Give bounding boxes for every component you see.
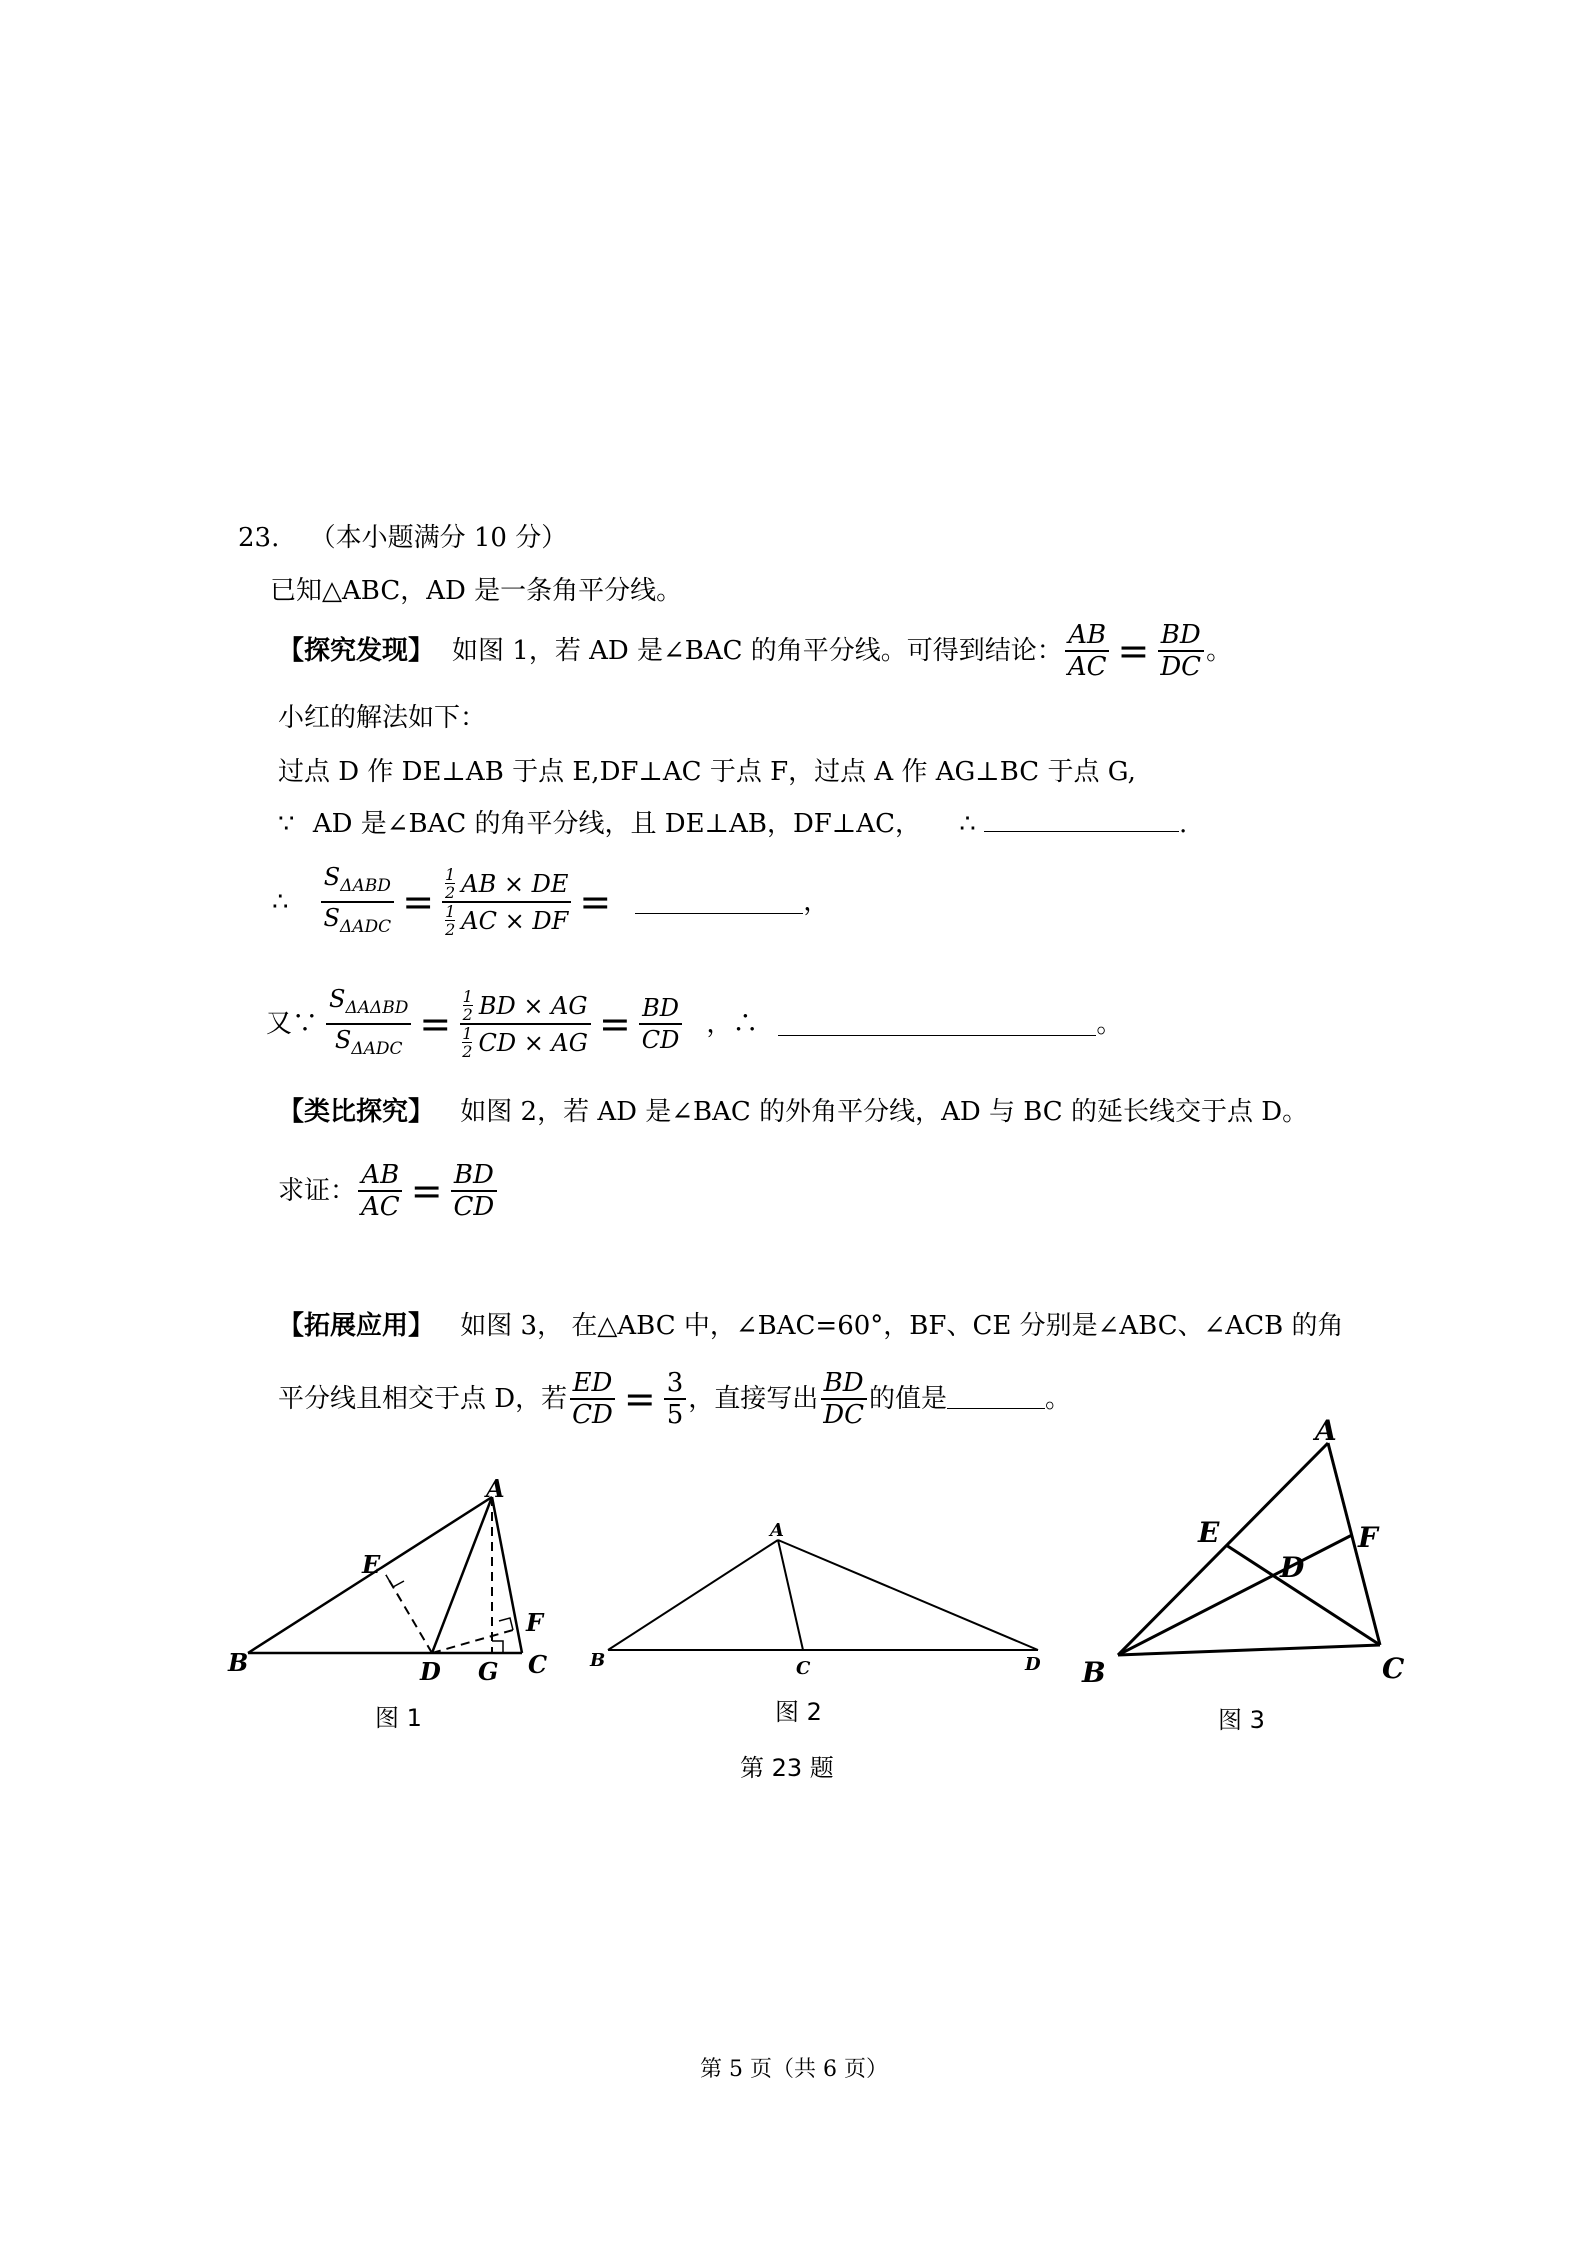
problem-score: （本小题满分 10 分） — [309, 523, 568, 553]
fig1-segment-ac — [492, 1497, 522, 1653]
fig1-right-angle-e — [386, 1575, 404, 1587]
svg-text:C: C — [528, 1650, 548, 1679]
method-step4: 又∵ $\frac{S_{\Delta A\Delta BD}}{S_{\Delta ADC}}$ = $\frac{1}{2}$ BD × AG $\frac{1}{2}$ CD × AG = $\frac{BD}{CD}$ ，∴ 。 — [266, 984, 1122, 1064]
explore-conclusion-lhs: $\frac{AB}{AC}$ — [1065, 620, 1110, 682]
extend-line2: 平分线且相交于点 D，若 $\frac{ED}{CD}$ = $\frac{3}{5}$ ，直接写出 $\frac{BD}{DC}$ 的值是 。 — [278, 1368, 1072, 1430]
method-step1: 过点 D 作 DE⊥AB 于点 E,DF⊥AC 于点 F，过点 A 作 AG⊥BC 于点 G, — [278, 757, 1136, 787]
figure-2 — [578, 1510, 1048, 1680]
method-step2: ∵ AD 是∠BAC 的角平分线，且 DE⊥AB，DF⊥AC， ∴ . — [278, 809, 1188, 839]
svg-text:G: G — [478, 1657, 499, 1686]
method-intro: 小红的解法如下： — [278, 703, 487, 733]
answer-blank-2[interactable] — [635, 913, 803, 914]
answer-blank-3[interactable] — [778, 1035, 1096, 1036]
figure-1 — [220, 1475, 580, 1690]
fig3-segment-bf — [1118, 1535, 1352, 1655]
area-ratio-frac-2: $\frac{S_{\Delta A\Delta BD}}{S_{\Delta ADC}}$ — [326, 984, 411, 1064]
fig3-segment-ab — [1118, 1443, 1328, 1655]
svg-text:E: E — [1198, 1516, 1220, 1549]
explore-tag: 【探究发现】 — [278, 636, 435, 666]
fig1-right-angle-g — [492, 1641, 503, 1653]
svg-text:A: A — [486, 1475, 505, 1503]
explore-heading-line: 【探究发现】 如图 1，若 AD 是∠BAC 的角平分线。可得到结论： $\frac{AB}{AC}$ = $\frac{BD}{DC}$ 。 — [278, 620, 1233, 682]
svg-text:D: D — [1280, 1551, 1305, 1584]
answer-blank-1[interactable] — [984, 831, 1179, 832]
fig1-segment-ad — [432, 1497, 492, 1653]
extend-tag: 【拓展应用】 — [278, 1311, 435, 1341]
fig1-caption: 图 1 — [375, 1704, 422, 1732]
svg-text:D: D — [1025, 1654, 1041, 1675]
svg-text:D: D — [420, 1657, 441, 1686]
svg-text:B: B — [1082, 1656, 1106, 1689]
fig3-segment-bc — [1118, 1645, 1380, 1655]
analogy-line — [278, 1096, 1308, 1128]
figure-3 — [1060, 1405, 1430, 1695]
extend-text: 如图 3， 在△ABC 中，∠BAC=60°，BF、CE 分别是∠ABC、∠ACB 的角 — [460, 1311, 1344, 1341]
problem-number-line — [238, 522, 567, 554]
svg-text:B: B — [228, 1648, 249, 1677]
svg-text:C: C — [1382, 1652, 1405, 1685]
svg-text:A: A — [1315, 1414, 1337, 1447]
fig2-segment-ab — [608, 1540, 778, 1650]
problem-given: 已知△ABC，AD 是一条角平分线。 — [270, 576, 683, 606]
svg-text:C: C — [796, 1658, 811, 1679]
answer-blank-4[interactable] — [947, 1408, 1045, 1409]
analogy-tag: 【类比探究】 — [278, 1097, 435, 1127]
svg-text:B: B — [590, 1650, 606, 1671]
figure-title: 第 23 题 — [740, 1754, 834, 1782]
analogy-text: 如图 2，若 AD 是∠BAC 的外角平分线，AD 与 BC 的延长线交于点 D。 — [460, 1097, 1309, 1127]
svg-text:F: F — [1358, 1521, 1378, 1554]
svg-text:E: E — [362, 1550, 381, 1579]
fig2-caption: 图 2 — [775, 1698, 822, 1726]
page-footer: 第 5 页（共 6 页） — [700, 2057, 888, 2082]
fig3-caption: 图 3 — [1218, 1706, 1265, 1734]
problem-number: 23. — [238, 523, 280, 553]
explore-conclusion-rhs: $\frac{BD}{DC}$ — [1157, 620, 1204, 682]
fig2-segment-ad — [778, 1540, 1038, 1650]
svg-text:F: F — [526, 1608, 544, 1637]
bd-cd-frac: $\frac{BD}{CD}$ — [639, 993, 683, 1055]
method-step3: ∴ $\frac{S_{\Delta ABD}}{S_{\Delta ADC}}$ = $\frac{1}{2}$ AB × DE $\frac{1}{2}$ AC × DF = ， — [272, 862, 829, 942]
analogy-prove: 求证： $\frac{AB}{AC}$ = $\frac{BD}{CD}$ — [278, 1160, 499, 1222]
half-product-frac-2: $\frac{1}{2}$ BD × AG $\frac{1}{2}$ CD × AG — [459, 988, 591, 1060]
extend-line1 — [278, 1310, 1343, 1342]
explore-text: 如图 1，若 AD 是∠BAC 的角平分线。可得到结论： — [452, 636, 1063, 666]
area-ratio-frac: $\frac{S_{\Delta ABD}}{S_{\Delta ADC}}$ — [321, 862, 395, 942]
svg-text:A: A — [770, 1520, 784, 1541]
half-product-frac: $\frac{1}{2}$ AB × DE $\frac{1}{2}$ AC × DF — [442, 866, 571, 938]
fig1-right-angle-f — [499, 1618, 513, 1630]
fig2-segment-ac — [778, 1540, 803, 1650]
